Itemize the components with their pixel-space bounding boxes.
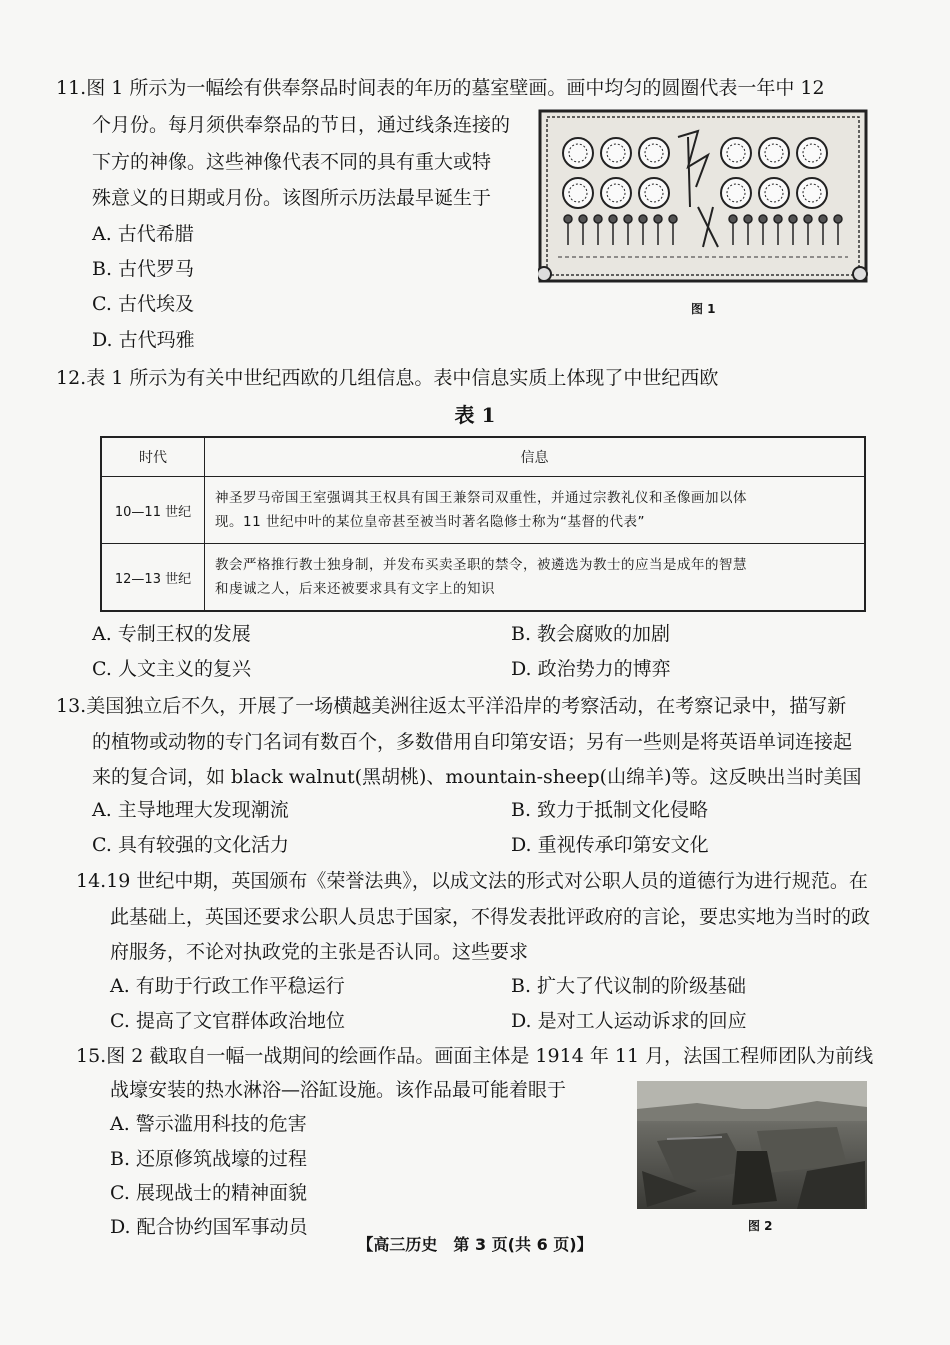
q11-option-c[interactable]: C. 古代埃及 [92,293,194,315]
q14-option-c[interactable]: C. 提高了文官群体政治地位 [110,1010,345,1032]
table-header-info: 信息 [205,437,866,477]
q15-option-c[interactable]: C. 展现战士的精神面貌 [110,1182,307,1204]
figure-1-caption: 图 1 [691,302,716,316]
q11-stem-line2: 个月份。每月须供奉祭品的节日，通过线条连接的 [92,114,511,136]
q13-option-b[interactable]: B. 致力于抵制文化侵略 [511,799,709,821]
q12-option-a[interactable]: A. 专制王权的发展 [92,623,251,645]
q13-option-c[interactable]: C. 具有较强的文化活力 [92,834,289,856]
figure-1-tomb-mural [538,107,868,285]
q12-stem-line1: 12.表 1 所示为有关中世纪西欧的几组信息。表中信息实质上体现了中世纪西欧 [56,367,719,389]
q14-stem-line1: 14.19 世纪中期，英国颁布《荣誉法典》，以成文法的形式对公职人员的道德行为进行规范。在 [76,870,868,892]
q14-option-d[interactable]: D. 是对工人运动诉求的回应 [511,1010,747,1032]
table-1 [100,436,866,612]
q15-stem-line1: 15.图 2 截取自一幅一战期间的绘画作品。画面主体是 1914 年 11 月，法国工程师团队为前线 [76,1045,874,1067]
figure-2-trench-painting [637,1081,867,1209]
q15-option-a[interactable]: A. 警示滥用科技的危害 [110,1113,307,1135]
table-cell-info-line: 现。11 世纪中叶的某位皇帝甚至被当时著名隐修士称为“基督的代表” [215,514,645,530]
table-cell-info [205,477,866,544]
q12-option-b[interactable]: B. 教会腐败的加剧 [511,623,671,645]
q15-option-b[interactable]: B. 还原修筑战壕的过程 [110,1148,308,1170]
q11-option-d[interactable]: D. 古代玛雅 [92,329,195,351]
q12-option-c[interactable]: C. 人文主义的复兴 [92,658,251,680]
q14-option-a[interactable]: A. 有助于行政工作平稳运行 [110,975,345,997]
table-row [101,477,865,544]
table-cell-info [205,544,866,612]
q11-stem-line3: 下方的神像。这些神像代表不同的具有重大或特 [92,151,492,173]
q11-option-a[interactable]: A. 古代希腊 [92,223,194,245]
q14-option-b[interactable]: B. 扩大了代议制的阶级基础 [511,975,747,997]
q14-stem-line3: 府服务，不论对执政党的主张是否认同。这些要求 [110,941,529,963]
q11-stem-line4: 殊意义的日期或月份。该图所示历法最早诞生于 [92,187,492,209]
q13-stem-line2: 的植物或动物的专门名词有数百个，多数借用自印第安语；另有一些则是将英语单词连接起 [92,731,853,753]
q11-stem-line1: 11.图 1 所示为一幅绘有供奉祭品时间表的年历的墓室壁画。画中均匀的圆圈代表一年中 12 [56,77,825,99]
table-row [101,544,865,612]
table-cell-info-line: 和虔诚之人，后来还被要求具有文字上的知识 [215,581,495,597]
q14-stem-line2: 此基础上，英国还要求公职人员忠于国家，不得发表批评政府的言论，要忠实地为当时的政 [110,906,871,928]
table-cell-era: 10—11 世纪 [101,477,205,544]
table-header-era: 时代 [101,437,205,477]
table-cell-info-line: 教会严格推行教士独身制，并发布买卖圣职的禁令，被遴选为教士的应当是成年的智慧 [215,557,747,573]
q15-stem-line2: 战壕安装的热水淋浴—浴缸设施。该作品最可能着眼于 [110,1079,567,1101]
table-cell-era: 12—13 世纪 [101,544,205,612]
q13-stem-line3: 来的复合词，如 black walnut(黑胡桃)、mountain-sheep(山绵羊)等。这反映出当时美国 [92,766,862,788]
figure-2-caption: 图 2 [748,1219,773,1233]
q15-option-d[interactable]: D. 配合协约国军事动员 [110,1216,308,1238]
q13-option-a[interactable]: A. 主导地理大发现潮流 [92,799,289,821]
page-footer: 【高三历史 第 3 页(共 6 页)】 [357,1235,593,1254]
table-1-title: 表 1 [454,403,496,427]
q12-option-d[interactable]: D. 政治势力的博弈 [511,658,671,680]
q11-option-b[interactable]: B. 古代罗马 [92,258,195,280]
q13-option-d[interactable]: D. 重视传承印第安文化 [511,834,709,856]
table-cell-info-line: 神圣罗马帝国王室强调其王权具有国王兼祭司双重性，并通过宗教礼仪和圣像画加以体 [215,490,747,506]
table-header-row [101,437,865,477]
q13-stem-line1: 13.美国独立后不久，开展了一场横越美洲往返太平洋沿岸的考察活动，在考察记录中，描写新 [56,695,847,717]
